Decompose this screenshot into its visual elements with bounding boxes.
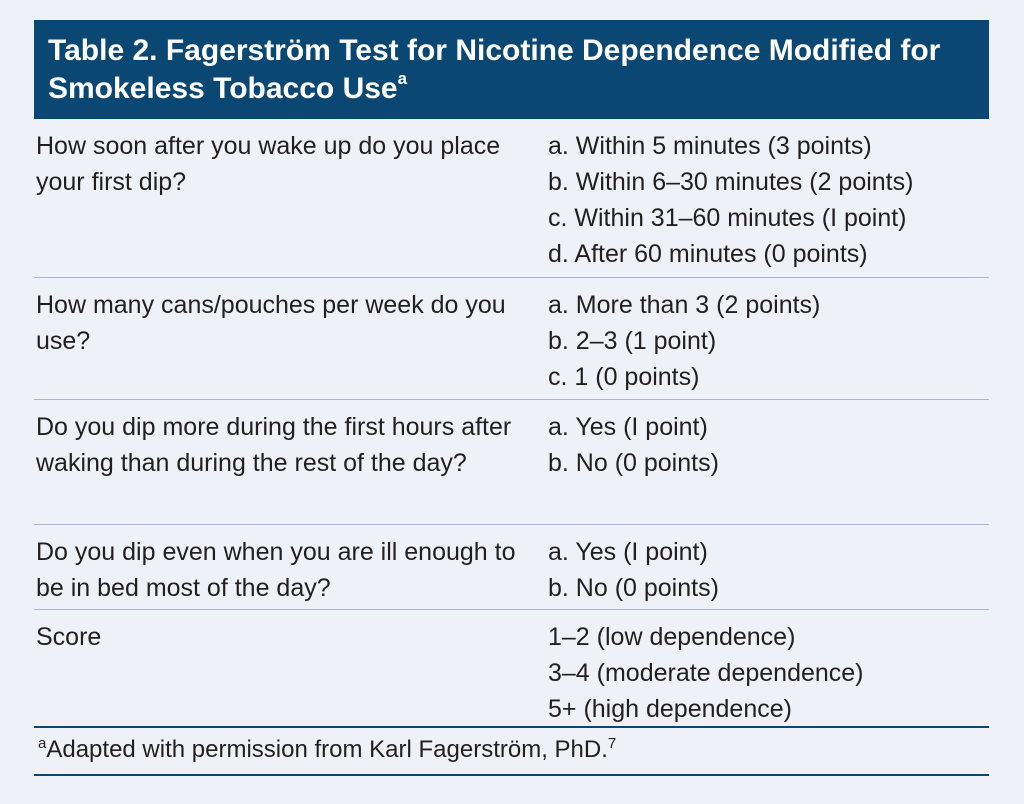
answer-option: b. No (0 points)	[548, 574, 719, 602]
table-title-text: Table 2. Fagerström Test for Nicotine Dependence Modified for Smokeless Tobacco Use	[48, 34, 941, 105]
footnote-reference: 7	[607, 735, 617, 752]
options-cell	[548, 409, 988, 481]
answer-option: a. Yes (I point)	[548, 538, 708, 566]
score-range: 3–4 (moderate dependence)	[548, 659, 864, 687]
answer-option: a. More than 3 (2 points)	[548, 291, 821, 319]
answer-option: a. Within 5 minutes (3 points)	[548, 132, 872, 160]
answer-option: c. 1 (0 points)	[548, 363, 700, 391]
answer-option: d. After 60 minutes (0 points)	[548, 240, 868, 268]
score-range: 5+ (high dependence)	[548, 695, 792, 723]
options-cell	[548, 128, 988, 272]
footnote-text: Adapted with permission from Karl Fagerström, PhD.	[46, 736, 608, 763]
table-title-bar	[34, 20, 989, 119]
question-cell: Do you dip more during the first hours after waking than during the rest of the day?	[36, 413, 512, 477]
questionnaire-table	[34, 119, 989, 728]
question-cell: How soon after you wake up do you place your first dip?	[36, 132, 501, 196]
table-row	[34, 610, 989, 728]
options-cell	[548, 619, 988, 727]
question-cell: How many cans/pouches per week do you use?	[36, 291, 506, 355]
title-footnote-marker: a	[397, 69, 408, 88]
score-label: Score	[36, 623, 102, 651]
score-range: 1–2 (low dependence)	[548, 623, 796, 651]
table-row	[34, 119, 989, 278]
answer-option: b. 2–3 (1 point)	[548, 327, 717, 355]
table-row	[34, 525, 989, 610]
table-row	[34, 400, 989, 525]
options-cell	[548, 534, 988, 606]
options-cell	[548, 287, 988, 395]
table-row	[34, 278, 989, 400]
answer-option: b. No (0 points)	[548, 449, 719, 477]
question-cell: Do you dip even when you are ill enough to be in bed most of the day?	[36, 538, 516, 602]
answer-option: a. Yes (I point)	[548, 413, 708, 441]
answer-option: b. Within 6–30 minutes (2 points)	[548, 168, 914, 196]
table-footnote	[34, 728, 989, 776]
table-title	[48, 32, 979, 108]
answer-option: c. Within 31–60 minutes (I point)	[548, 204, 907, 232]
footnote-marker: a	[38, 735, 47, 752]
